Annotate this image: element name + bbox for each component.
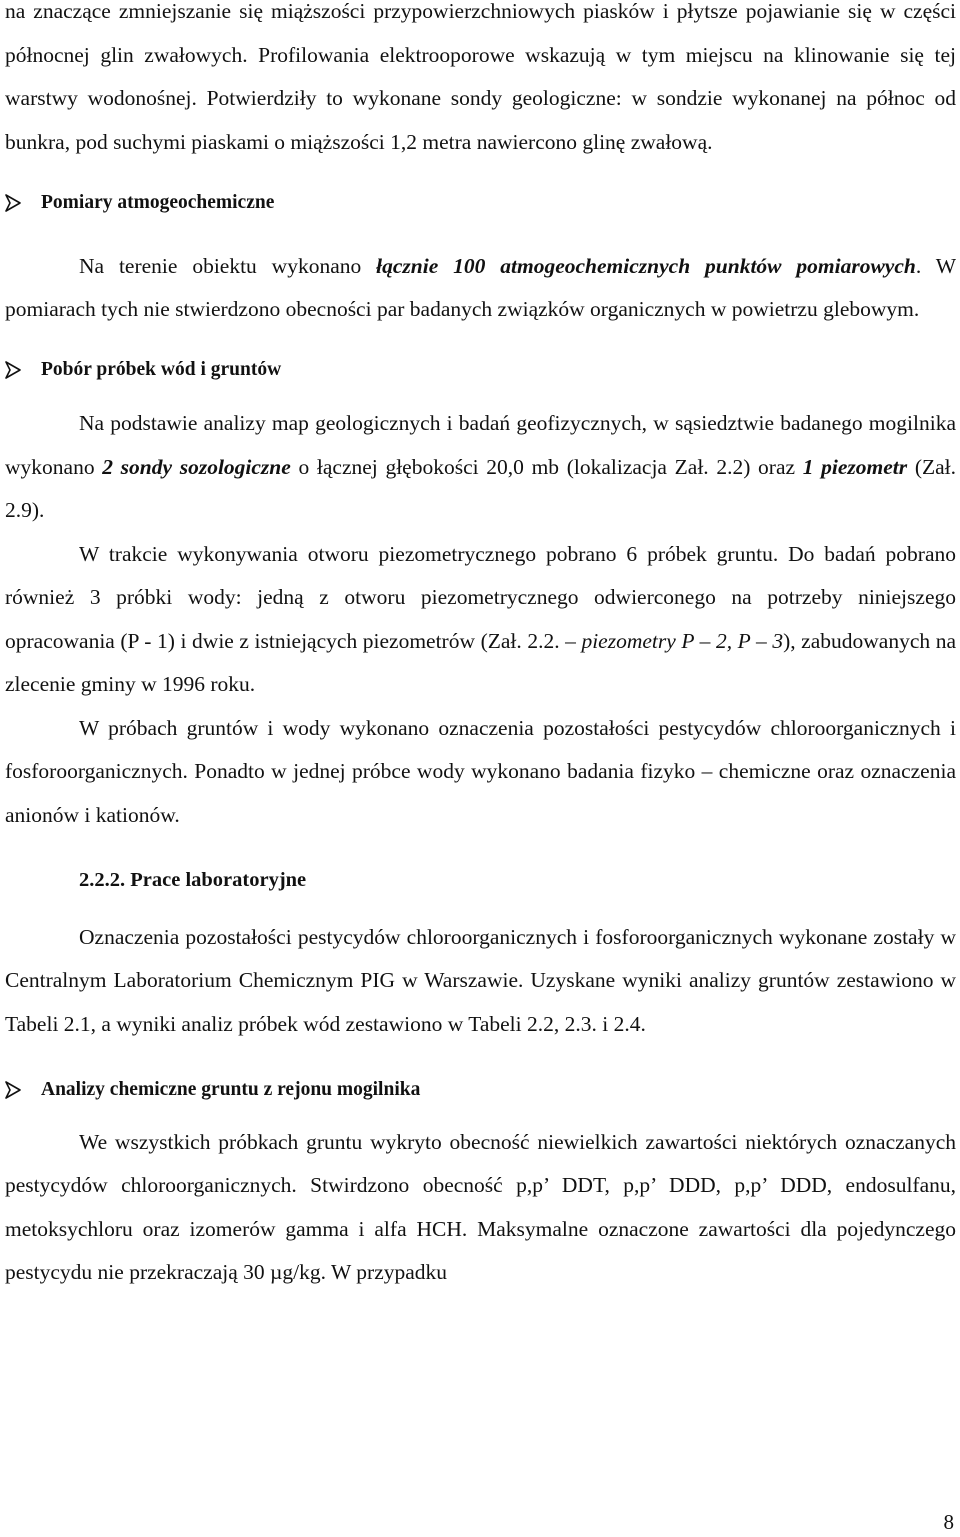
section-heading-soil-analysis [5,1068,956,1112]
text-span: ), zabudowanych na zlecenie gminy w 1996 roku. [5,628,956,696]
subsection-heading: 2.2.2. Prace laboratoryjne [79,869,307,891]
section-title: Pomiary atmogeochemiczne [41,191,275,213]
paragraph-piezometer [5,533,956,707]
section-heading-sampling [5,349,956,393]
paragraph-atmogeochemical [5,245,956,332]
paragraph-laboratory: Oznaczenia pozostałości pestycydów chloroorganicznych i fosforoorganicznych wykonane zostały w Centralnym Laboratorium Chemicznym PIG w Warszawie. Uzyskane wyniki analizy gruntów zestawiono w Tabeli 2.1, a wyniki analiz próbek wód zestawiono w Tabeli 2.2, 2.3. i 2.4. [5,924,956,1036]
italic-text: piezometry P – 2, P – 3 [581,628,784,653]
text-span: o łącznej głębokości 20,0 mb (lokalizacja Zał. 2.2) oraz [290,454,803,479]
paragraph-sampling [5,402,956,533]
section-title: Pobór próbek wód i gruntów [41,359,282,381]
text-span: . W pomiarach tych nie stwierdzono obecności par badanych związków organicznych w powietrzu glebowym. [5,253,957,321]
arrowhead-bullet-icon [5,359,41,381]
emphasis-text: łącznie 100 atmogeochemicznych punktów pomiarowych [376,253,916,278]
text-span: Na terenie obiektu wykonano [79,253,377,278]
text-span: (Zał. 2.9). [5,454,956,522]
text-span: Na podstawie analizy map geologicznych i badań geofizycznych, w sąsiedztwie badanego mogilnika wykonano [5,411,956,479]
emphasis-text: 2 sondy sozologiczne [102,454,291,479]
arrowhead-bullet-icon [5,192,41,214]
paragraph-soil-results: We wszystkich próbkach gruntu wykryto obecność niewielkich zawartości niektórych oznaczanych pestycydów chloroorganicznych. Stwirdzono obecność p,p’ DDT, p,p’ DDD, p,p’ DDD, endosulfanu, metoksychloru oraz izomerów gamma i alfa HCH. Maksymalne oznaczone zawartości dla pojedynczego pestycydu nie przekraczają 30 µg/kg. W przypadku [5,1129,956,1284]
section-title: Analizy chemiczne gruntu z rejonu mogilnika [41,1078,421,1100]
document-page [5,0,956,1295]
section-heading-atmogeochemical [5,181,956,225]
paragraph-analyses: W próbach gruntów i wody wykonano oznaczenia pozostałości pestycydów chloroorganicznych i fosforoorganicznych. Ponadto w jednej próbce wody wykonano badania fizyko – chemiczne oraz oznaczenia anionów i kationów. [5,715,956,827]
text-span: W trakcie wykonywania otworu piezometrycznego pobrano 6 próbek gruntu. Do badań pobrano również 3 próbki wody: jedną z otworu piezometrycznego odwierconego na potrzeby niniejszego opracowania (P - 1) i dwie z istniejących piezometrów (Zał. 2.2. – [5,541,956,653]
page-number: 8 [943,1510,954,1534]
emphasis-text: 1 piezometr [802,454,908,479]
paragraph-geology: na znaczące zmniejszanie się miąższości przypowierzchniowych piasków i płytsze pojawianie się w części północnej glin zwałowych. Profilowania elektrooporowe wskazują w tym miejscu na klinowanie się tej warstwy wodonośnej. Potwierdziły to wykonane sondy geologiczne: w sondzie wykonanej na północ od bunkra, pod suchymi piaskami o miąższości 1,2 metra nawiercono glinę zwałową. [5,0,956,154]
arrowhead-bullet-icon [5,1079,41,1101]
